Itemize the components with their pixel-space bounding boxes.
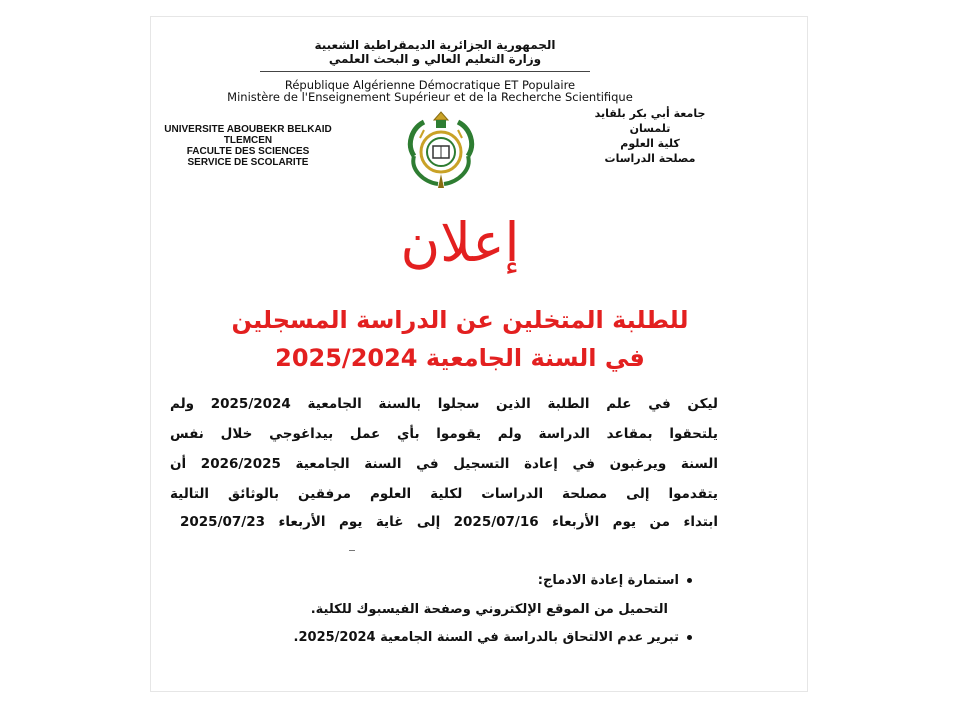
university-seal-icon xyxy=(400,110,482,192)
service-name: SERVICE DE SCOLARITE xyxy=(187,157,309,168)
header-arabic-republic: الجمهورية الجزائرية الديمقراطية الشعبية xyxy=(314,38,556,52)
list-item-text: استمارة إعادة الادماج: xyxy=(537,573,679,588)
list-item xyxy=(300,573,692,589)
header-french-republic: République Algérienne Démocratique ET Populaire xyxy=(284,78,576,92)
bullet-icon xyxy=(687,578,692,583)
list-item xyxy=(210,630,692,646)
announcement-subtitle: للطلبة المتخلين عن الدراسة المسجلين xyxy=(231,306,689,334)
header-arabic-ministry: وزارة التعليم العالي و البحث العلمي xyxy=(328,52,542,66)
body-line-2: يلتحقوا بمقاعد الدراسة ولم يقوموا بأي عمل بيداغوجي خلال نفس xyxy=(170,426,718,442)
announcement-year: في السنة الجامعية 2025/2024 xyxy=(275,344,645,372)
university-info-arabic xyxy=(560,106,740,166)
university-name-arabic: جامعة أبي بكر بلقايد xyxy=(594,107,706,120)
bullet-icon xyxy=(687,635,692,640)
service-name-arabic: مصلحة الدراسات xyxy=(604,152,696,165)
body-line-1: ليكن في علم الطلبة الذين سجلوا بالسنة الجامعية 2025/2024 ولم xyxy=(170,396,718,412)
university-info-french xyxy=(148,124,348,168)
body-line-4: يتقدموا إلى مصلحة الدراسات لكلية العلوم مرفقين بالوثائق التالية xyxy=(170,486,718,502)
separator-dash xyxy=(349,550,355,551)
faculty-name-arabic: كلية العلوم xyxy=(620,137,680,150)
list-item-text: تبرير عدم الالتحاق بالدراسة في السنة الجامعية 2025/2024. xyxy=(293,630,679,645)
header-french-ministry: Ministère de l'Enseignement Supérieur et de la Recherche Scientifique xyxy=(227,90,633,104)
faculty-name: FACULTE DES SCIENCES xyxy=(186,146,310,157)
list-item-sub: التحميل من الموقع الإلكتروني وصفحة الفيسبوك للكلية. xyxy=(310,602,668,617)
announcement-title: إعلان xyxy=(400,211,520,274)
university-name: UNIVERSITE ABOUBEKR BELKAID xyxy=(164,124,332,135)
header-divider xyxy=(260,71,590,72)
university-city-arabic: تلمسان xyxy=(629,122,671,135)
body-line-5: ابتداء من يوم الأربعاء 2025/07/16 إلى غاية يوم الأربعاء 2025/07/23 xyxy=(180,514,718,530)
body-line-3: السنة ويرغبون في إعادة التسجيل في السنة الجامعية 2026/2025 أن xyxy=(170,456,718,472)
university-city: TLEMCEN xyxy=(223,135,273,146)
